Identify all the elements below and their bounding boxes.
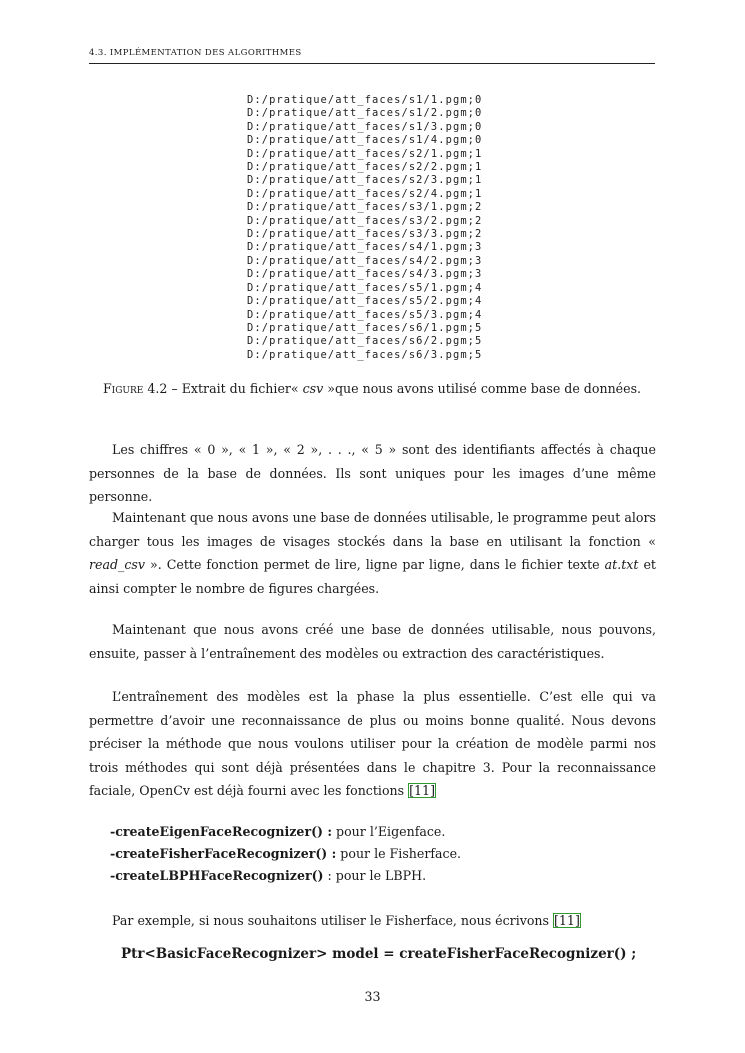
caption-emphasis: csv <box>302 381 324 396</box>
paragraph-training <box>89 685 656 803</box>
csv-excerpt <box>247 94 482 362</box>
paragraph-text: Les chiffres « 0 », « 1 », « 2 », . . ., « 5 » sont des identifiants affectés à chaque personnes de la base de données. Ils sont uniques pour les images d’une même personne. <box>89 442 656 504</box>
csv-line: D:/pratique/att_faces/s2/1.pgm;1 <box>247 147 483 160</box>
csv-line: D:/pratique/att_faces/s2/4.pgm;1 <box>247 187 483 200</box>
paragraph-training-intro <box>89 618 656 665</box>
csv-line: D:/pratique/att_faces/s1/2.pgm;0 <box>247 107 483 120</box>
figure-label: Figure 4.2 <box>102 381 168 396</box>
csv-line: D:/pratique/att_faces/s5/1.pgm;4 <box>247 281 483 294</box>
method-list <box>110 821 461 887</box>
paragraph-example <box>89 909 656 933</box>
paragraph-text: Par exemple, si nous souhaitons utiliser le Fisherface, nous écrivons <box>112 913 553 928</box>
figure-caption <box>89 381 655 396</box>
method-desc: pour le Fisherface. <box>336 846 462 861</box>
paragraph-text: et ainsi compter le nombre de figures chargées. <box>89 557 656 596</box>
csv-line: D:/pratique/att_faces/s5/2.pgm;4 <box>247 295 483 308</box>
method-name: -createFisherFaceRecognizer() : <box>110 846 337 861</box>
page-number: 33 <box>364 989 381 1004</box>
header-rule <box>89 63 655 64</box>
csv-line: D:/pratique/att_faces/s4/2.pgm;3 <box>247 254 483 267</box>
method-item <box>110 865 461 887</box>
paragraph-text: ». Cette fonction permet de lire, ligne par ligne, dans le fichier texte <box>144 557 605 572</box>
csv-line: D:/pratique/att_faces/s3/3.pgm;2 <box>247 228 483 241</box>
function-name: read_csv <box>89 557 145 572</box>
method-item <box>110 843 461 865</box>
method-item <box>110 821 461 843</box>
csv-line: D:/pratique/att_faces/s3/1.pgm;2 <box>247 201 483 214</box>
method-desc: : pour le LBPH. <box>323 868 427 883</box>
csv-line: D:/pratique/att_faces/s6/3.pgm;5 <box>247 348 483 361</box>
running-header: 4.3. IMPLÉMENTATION DES ALGORITHMES <box>89 48 302 58</box>
csv-line: D:/pratique/att_faces/s6/1.pgm;5 <box>247 321 483 334</box>
csv-line: D:/pratique/att_faces/s4/1.pgm;3 <box>247 241 483 254</box>
citation-link[interactable]: [11] <box>554 913 580 928</box>
csv-line: D:/pratique/att_faces/s1/1.pgm;0 <box>247 94 483 106</box>
csv-line: D:/pratique/att_faces/s2/2.pgm;1 <box>247 161 483 174</box>
file-name: at.txt <box>604 557 639 572</box>
paragraph-loading <box>89 506 656 600</box>
csv-line: D:/pratique/att_faces/s1/4.pgm;0 <box>247 134 483 147</box>
method-name: -createEigenFaceRecognizer() : <box>110 824 333 839</box>
citation-link[interactable]: [11] <box>409 783 435 798</box>
csv-line: D:/pratique/att_faces/s6/2.pgm;5 <box>247 335 483 348</box>
code-statement: Ptr<BasicFaceRecognizer> model = createFisherFaceRecognizer() ; <box>121 946 637 962</box>
csv-line: D:/pratique/att_faces/s2/3.pgm;1 <box>247 174 483 187</box>
method-desc: pour l’Eigenface. <box>332 824 446 839</box>
paragraph-identifiers <box>89 438 656 509</box>
paragraph-text: Maintenant que nous avons une base de données utilisable, le programme peut alors charger tous les images de visages stockés dans la base en utilisant la fonction « <box>89 510 656 549</box>
paragraph-text: Maintenant que nous avons créé une base de données utilisable, nous pouvons, ensuite, passer à l’entraînement des modèles ou extraction des caractéristiques. <box>89 622 656 661</box>
csv-line: D:/pratique/att_faces/s5/3.pgm;4 <box>247 308 483 321</box>
caption-text: – Extrait du fichier« <box>167 381 303 396</box>
caption-text-end: »que nous avons utilisé comme base de données. <box>323 381 642 396</box>
csv-line: D:/pratique/att_faces/s1/3.pgm;0 <box>247 120 483 133</box>
csv-line: D:/pratique/att_faces/s4/3.pgm;3 <box>247 268 483 281</box>
paragraph-text: L’entraînement des modèles est la phase la plus essentielle. C’est elle qui va permettre d’avoir une reconnaissance de plus ou moins bonne qualité. Nous devons préciser la méthode que nous voulons utiliser pour la création de modèle parmi nos trois méthodes qui sont déjà présentées dans le chapitre 3. Pour la reconnaissance faciale, OpenCv est déjà fourni avec les fonctions <box>89 689 656 798</box>
method-name: -createLBPHFaceRecognizer() <box>110 868 324 883</box>
csv-line: D:/pratique/att_faces/s3/2.pgm;2 <box>247 214 483 227</box>
